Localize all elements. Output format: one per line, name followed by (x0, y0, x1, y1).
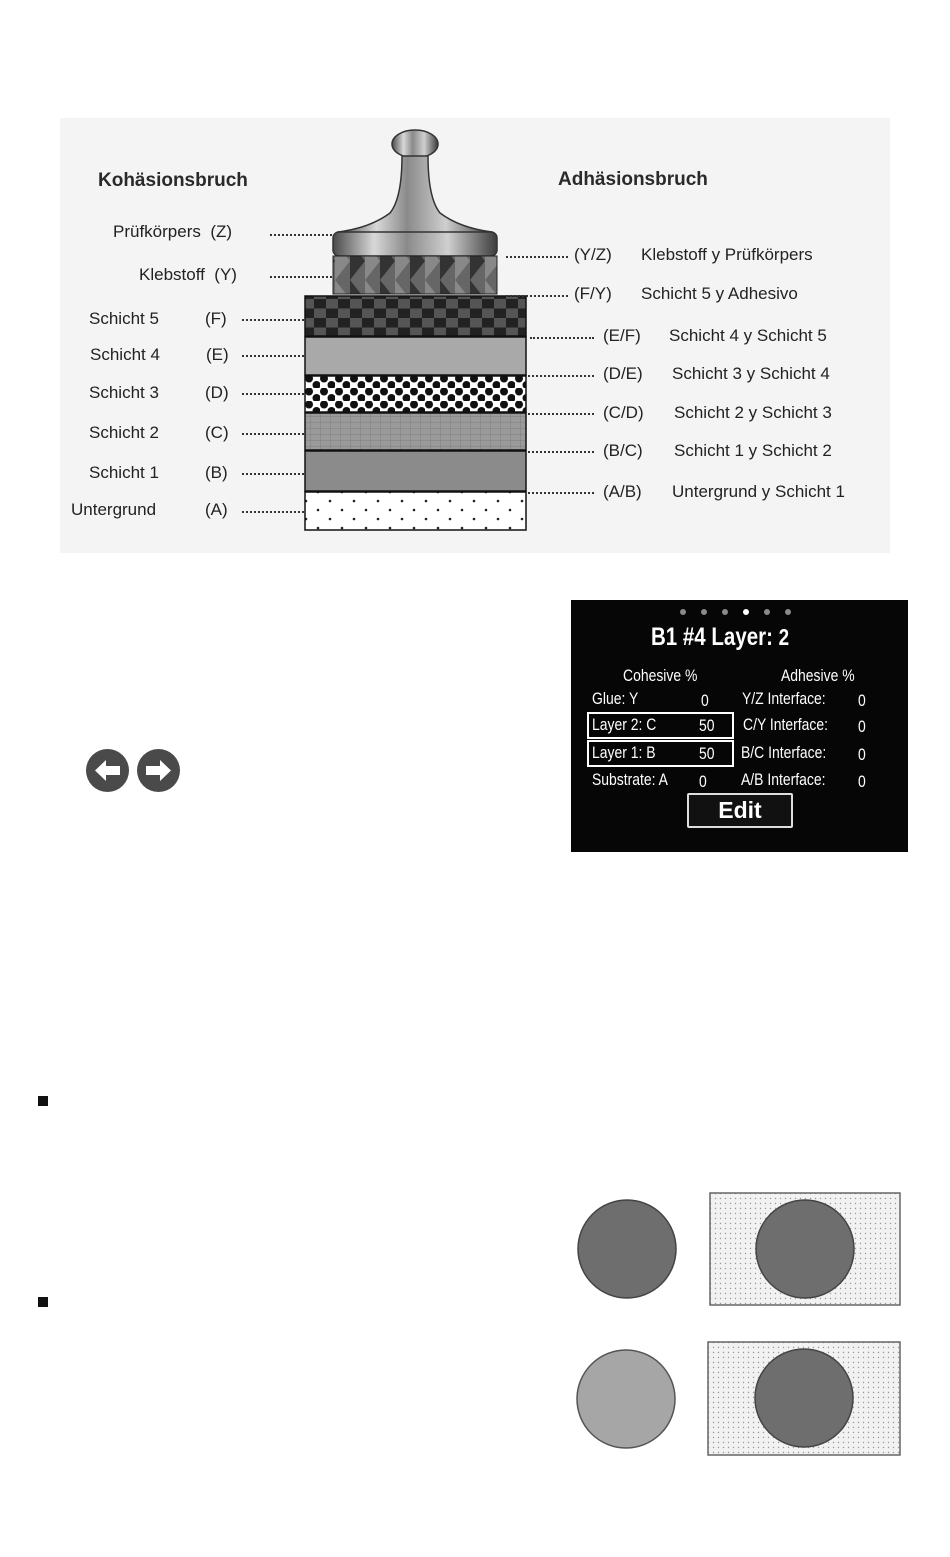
page-dot (743, 609, 749, 615)
cohesive-header: Cohesive % (623, 666, 698, 685)
cohesive-failure-title: Kohäsionsbruch (98, 170, 248, 191)
label-layer-2: Schicht 2 (C) (89, 423, 229, 442)
leader-line (528, 492, 594, 494)
dark-circle-figure (576, 1198, 678, 1300)
label-interface-cd: (C/D) Schicht 2 y Schicht 3 (603, 403, 832, 422)
next-button[interactable] (137, 749, 180, 792)
dark-circle-on-dotted-figure (707, 1341, 902, 1457)
layer-value: 2 (778, 624, 790, 650)
adhesive-row-label: C/Y Interface: (743, 715, 828, 734)
edit-button[interactable]: Edit (687, 793, 793, 828)
cohesive-row-value: 50 (699, 744, 715, 763)
label-layer-3: Schicht 3 (D) (89, 383, 229, 402)
adhesive-header: Adhesive % (781, 666, 855, 685)
prev-button[interactable] (86, 749, 129, 792)
cohesive-row-value: 50 (699, 716, 715, 735)
dark-circle-on-dotted-figure (709, 1192, 902, 1307)
leader-line (242, 473, 304, 475)
leader-line (242, 433, 304, 435)
leader-line (270, 276, 332, 278)
label-interface-yz: (Y/Z) Klebstoff y Prüfkörpers (574, 245, 813, 264)
cohesive-row-label: Substrate: A (592, 770, 668, 789)
label-interface-de: (D/E) Schicht 3 y Schicht 4 (603, 364, 830, 383)
adhesive-row-label: B/C Interface: (741, 743, 827, 762)
label-layer-4: Schicht 4 (E) (90, 345, 229, 364)
label-interface-ab: (A/B) Untergrund y Schicht 1 (603, 482, 845, 501)
light-circle-figure (575, 1348, 677, 1450)
cohesive-row-label: Glue: Y (592, 689, 639, 708)
leader-line (530, 337, 594, 339)
label-substrate: Untergrund (A) (71, 500, 228, 519)
leader-line (528, 451, 594, 453)
adhesive-row-value: 0 (858, 772, 866, 791)
cohesive-row-label: Layer 2: C (592, 715, 657, 734)
adhesive-row-label: A/B Interface: (741, 770, 826, 789)
adhesive-failure-title: Adhäsionsbruch (558, 169, 708, 190)
page-dot (722, 609, 728, 615)
leader-line (242, 393, 304, 395)
cohesive-row-value: 0 (699, 772, 707, 791)
leader-line (506, 256, 568, 258)
page-dot (785, 609, 791, 615)
label-interface-fy: (F/Y) Schicht 5 y Adhesivo (574, 284, 798, 303)
bullet-marker (38, 1297, 48, 1307)
leader-line (242, 355, 304, 357)
adhesive-row-label: Y/Z Interface: (742, 689, 826, 708)
label-glue: Klebstoff (Y) (139, 265, 237, 284)
cohesive-row-value: 0 (701, 691, 709, 710)
screen-title: B1 #4 Layer: 2 (651, 623, 790, 651)
leader-line (242, 511, 304, 513)
device-screen (571, 600, 908, 852)
adhesive-row-value: 0 (858, 717, 866, 736)
label-layer-5: Schicht 5 (F) (89, 309, 227, 328)
page-dot (701, 609, 707, 615)
arrow-right-icon (137, 749, 180, 792)
layer-stack-illustration (290, 128, 540, 538)
page-dot (680, 609, 686, 615)
leader-line (506, 295, 568, 297)
leader-line (270, 234, 332, 236)
leader-line (242, 319, 304, 321)
adhesive-row-value: 0 (858, 745, 866, 764)
arrow-left-icon (86, 749, 129, 792)
label-interface-ef: (E/F) Schicht 4 y Schicht 5 (603, 326, 827, 345)
cohesive-row-label: Layer 1: B (592, 743, 656, 762)
label-interface-bc: (B/C) Schicht 1 y Schicht 2 (603, 441, 832, 460)
page-dot (764, 609, 770, 615)
leader-line (528, 375, 594, 377)
bullet-marker (38, 1096, 48, 1106)
label-specimen: Prüfkörpers (Z) (113, 222, 233, 241)
adhesive-row-value: 0 (858, 691, 866, 710)
leader-line (528, 413, 594, 415)
label-layer-1: Schicht 1 (B) (89, 463, 228, 482)
